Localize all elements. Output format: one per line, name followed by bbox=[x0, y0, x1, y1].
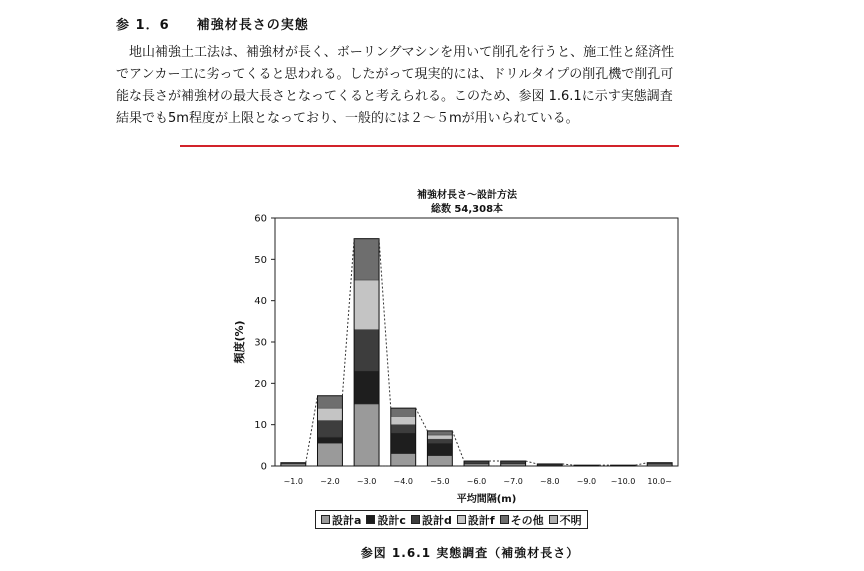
paragraph-underlined-text: 5m程度が上限となっており、一般的には２～５mが用いられている。 bbox=[168, 111, 579, 126]
legend-item-other bbox=[500, 512, 544, 528]
x-tick-label: ~3.0 bbox=[356, 477, 377, 486]
legend-label: 設計c bbox=[377, 513, 406, 527]
legend-item-design-c bbox=[366, 512, 406, 528]
bar-segment bbox=[391, 416, 416, 424]
x-tick-label: ~10.0 bbox=[610, 477, 636, 486]
y-tick-label: 40 bbox=[254, 296, 267, 308]
legend-swatch bbox=[366, 515, 375, 524]
legend-item-unknown bbox=[549, 512, 582, 528]
bar-segment bbox=[354, 404, 379, 466]
x-tick-label: ~7.0 bbox=[503, 477, 523, 486]
bar-segment bbox=[354, 280, 379, 330]
bar-segment bbox=[354, 239, 379, 280]
y-tick-label: 10 bbox=[254, 420, 267, 432]
y-tick-label: 0 bbox=[260, 461, 267, 473]
bar-segment bbox=[391, 408, 416, 416]
chart-subtitle: 総数 54,308本 bbox=[430, 204, 504, 215]
x-tick-label: ~9.0 bbox=[576, 477, 597, 486]
bar-segment bbox=[354, 371, 379, 404]
legend-swatch bbox=[411, 515, 420, 524]
x-tick-label: 10.0~ bbox=[647, 477, 672, 486]
x-tick-label: ~5.0 bbox=[430, 477, 450, 486]
paragraph-line-1: 地山補強土工法は、補強材が長く、ボーリングマシンを用いて削孔を行うと、施工性と経済性 bbox=[129, 45, 675, 60]
legend-swatch bbox=[500, 515, 509, 524]
legend-label: 設計f bbox=[467, 513, 495, 527]
envelope-line bbox=[416, 408, 428, 431]
x-tick-label: ~8.0 bbox=[540, 477, 560, 486]
bar-outline bbox=[574, 465, 599, 466]
legend-swatch bbox=[457, 515, 466, 524]
bar-segment bbox=[317, 421, 342, 438]
legend-swatch bbox=[549, 515, 558, 524]
bar-segment bbox=[427, 435, 452, 439]
bar-segment bbox=[391, 433, 416, 454]
bar-segment bbox=[391, 425, 416, 433]
envelope-line bbox=[306, 396, 318, 463]
envelope-line bbox=[379, 239, 391, 408]
x-tick-label: ~1.0 bbox=[283, 477, 304, 486]
legend-label: 設計d bbox=[421, 513, 452, 527]
figure-caption: 参図 1.6.1 実態調査（補強材長さ） bbox=[360, 546, 580, 560]
bar-segment bbox=[354, 330, 379, 371]
bar-segment bbox=[317, 396, 342, 408]
envelope-line bbox=[526, 461, 538, 464]
legend-label: 設計a bbox=[332, 513, 362, 527]
bar-segment bbox=[427, 431, 452, 435]
legend-label: 不明 bbox=[559, 513, 582, 527]
legend-swatch bbox=[321, 515, 330, 524]
bar-segment bbox=[427, 443, 452, 455]
envelope-line bbox=[342, 239, 354, 396]
bar-segment bbox=[427, 439, 452, 443]
x-axis-label: 平均間隔(m) bbox=[456, 494, 517, 505]
y-axis-label: 頻度(%) bbox=[233, 320, 246, 364]
section-number: 参 1．6 bbox=[116, 18, 170, 33]
chart-legend bbox=[315, 510, 588, 529]
envelope-line bbox=[636, 463, 648, 465]
bar-segment bbox=[317, 443, 342, 466]
chart-title: 補強材長さ～設計方法 bbox=[417, 190, 517, 201]
x-tick-label: ~2.0 bbox=[320, 477, 340, 486]
y-tick-label: 30 bbox=[254, 337, 267, 349]
x-tick-label: ~4.0 bbox=[393, 477, 413, 486]
y-tick-label: 60 bbox=[254, 213, 267, 225]
legend-item-design-a bbox=[321, 512, 361, 528]
bar-segment bbox=[317, 408, 342, 420]
paragraph-line-4-prefix: 結果でも bbox=[116, 111, 169, 126]
bar-segment bbox=[391, 454, 416, 466]
x-tick-label: ~6.0 bbox=[466, 477, 487, 486]
y-tick-label: 50 bbox=[254, 254, 267, 266]
legend-label: その他 bbox=[510, 513, 544, 527]
bar-segment bbox=[317, 437, 342, 443]
paragraph-line-3: 能な長さが補強材の最大長さとなってくると考えられる。このため、参図 1.6.1に示す実態調査 bbox=[116, 89, 673, 104]
bar-segment bbox=[427, 456, 452, 466]
envelope-line bbox=[452, 431, 464, 461]
envelope-line bbox=[562, 464, 574, 465]
legend-item-design-f bbox=[457, 512, 495, 528]
legend-item-design-d bbox=[411, 512, 452, 528]
y-tick-label: 20 bbox=[254, 378, 267, 390]
section-title: 補強材長さの実態 bbox=[196, 18, 309, 33]
bar-outline bbox=[611, 465, 636, 466]
paragraph-line-2: でアンカー工に劣ってくると思われる。したがって現実的には、ドリルタイプの削孔機で削孔可 bbox=[116, 67, 674, 82]
